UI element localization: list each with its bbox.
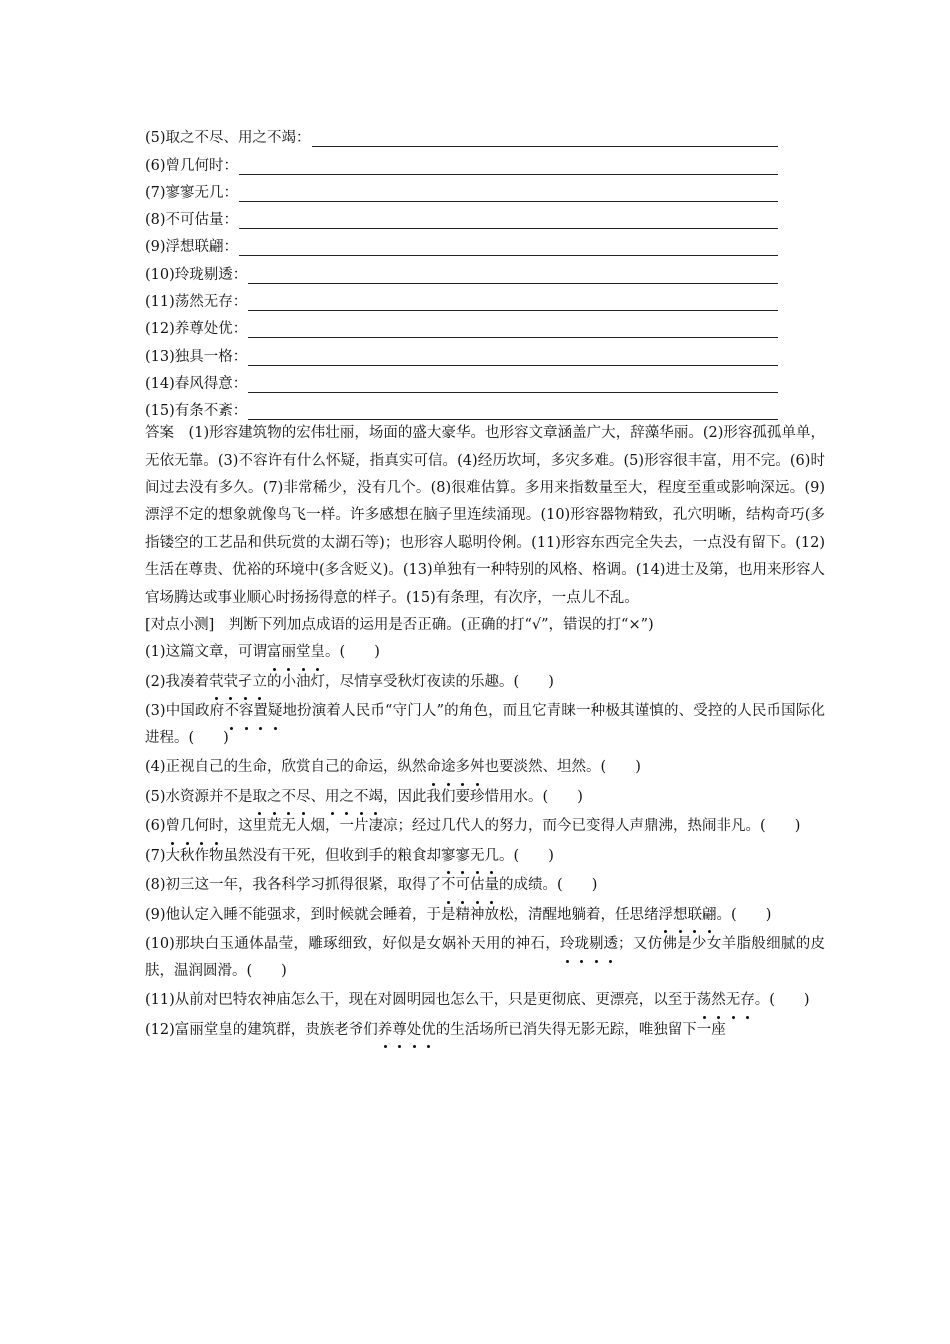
quiz-question bbox=[145, 872, 825, 902]
fill-blank-line[interactable] bbox=[239, 183, 778, 202]
fill-item-label: (11)荡然无存： bbox=[145, 294, 248, 311]
dotted-idiom: 养尊处优 bbox=[378, 1022, 436, 1038]
quiz-question bbox=[145, 669, 825, 699]
fill-blank-line[interactable] bbox=[248, 347, 778, 366]
dotted-idiom: 玲珑剔透 bbox=[560, 936, 618, 952]
fill-blank-line[interactable] bbox=[239, 237, 778, 256]
answer-block bbox=[145, 420, 825, 612]
question-text-before: (6) bbox=[145, 818, 166, 835]
answer-parentheses[interactable]: ( ) bbox=[760, 818, 801, 835]
question-text-before: (8)初三这一年，我各科学习抓得很紧，取得了 bbox=[145, 877, 442, 894]
dotted-idiom: 命途多舛 bbox=[427, 759, 485, 775]
fill-blank-line[interactable] bbox=[248, 401, 778, 420]
fill-item-label: (13)独具一格： bbox=[145, 348, 248, 365]
question-text-before: (3)中国政府 bbox=[145, 703, 225, 720]
answer-parentheses[interactable]: ( ) bbox=[769, 992, 810, 1009]
question-text-after: ；又仿佛是少女羊脂般细腻的皮肤，温润圆滑。 bbox=[145, 936, 826, 979]
dotted-idiom: 荡然无存 bbox=[697, 992, 755, 1008]
question-text-after: 地扮演着人民币“守门人”的角色，而且它青睐一种极其谨慎的、受控的人民币国际化进程。 bbox=[145, 703, 825, 746]
quiz-list bbox=[145, 639, 825, 1046]
fill-item-label: (8)不可估量： bbox=[145, 212, 239, 229]
question-text-before: (10)那块白玉通体晶莹，雕琢细致，好似是女娲补天用的神石， bbox=[145, 936, 561, 953]
dotted-idiom: 不容置疑 bbox=[224, 703, 282, 719]
dotted-idiom: 茕茕孑立 bbox=[209, 674, 267, 690]
quiz-question bbox=[145, 698, 825, 754]
fill-blank-line[interactable] bbox=[312, 128, 778, 147]
quiz-question bbox=[145, 813, 825, 843]
answer-parentheses[interactable]: ( ) bbox=[246, 962, 287, 979]
fill-item bbox=[145, 338, 825, 365]
fill-item-label: (10)玲珑剔透： bbox=[145, 266, 248, 283]
question-text-after: 的生活场所已消失得无影无踪，唯独留下一座 bbox=[435, 1021, 726, 1038]
fill-item bbox=[145, 284, 825, 311]
fill-in-list bbox=[145, 120, 825, 420]
fill-blank-line[interactable] bbox=[248, 319, 778, 338]
question-text-after: ，因此我们要珍惜用水。 bbox=[383, 788, 543, 805]
answer-parentheses[interactable]: ( ) bbox=[600, 759, 641, 776]
dotted-idiom: 不可估量 bbox=[441, 877, 499, 893]
fill-item bbox=[145, 393, 825, 420]
fill-item bbox=[145, 202, 825, 229]
question-text-before: (11)从前对巴特农神庙怎么干，现在对圆明园也怎么干，只是更彻底、更漂亮，以至于 bbox=[145, 992, 697, 1009]
quiz-question bbox=[145, 1017, 825, 1047]
page-content bbox=[145, 120, 825, 1046]
question-text-before: (9)他认定入睡不能强求，到时候就会睡着，于是精神放松，清醒地躺着，任思绪 bbox=[145, 906, 659, 923]
fill-item bbox=[145, 229, 825, 256]
dotted-idiom: 寥寥无几 bbox=[441, 848, 499, 864]
dotted-idiom: 曾几何时 bbox=[166, 818, 224, 834]
answer-parentheses[interactable]: ( ) bbox=[557, 877, 598, 894]
quiz-question bbox=[145, 639, 825, 669]
question-text-before: (4)正视自己的生命，欣赏自己的命运，纵然 bbox=[145, 759, 427, 776]
answer-parentheses[interactable]: ( ) bbox=[513, 673, 554, 690]
question-text-before: (5)水资源并不是 bbox=[145, 788, 253, 805]
question-text-after: 的成绩。 bbox=[499, 877, 558, 894]
answer-parentheses[interactable]: ( ) bbox=[513, 847, 554, 864]
dotted-idiom: 富丽堂皇 bbox=[267, 644, 325, 660]
fill-blank-line[interactable] bbox=[239, 210, 778, 229]
question-text-after: 也要淡然、坦然。 bbox=[484, 759, 601, 776]
fill-item bbox=[145, 147, 825, 174]
fill-item bbox=[145, 175, 825, 202]
quiz-question bbox=[145, 784, 825, 814]
question-text-before: (7)大秋作物虽然没有干死，但收到手的粮食却 bbox=[145, 847, 442, 864]
dotted-idiom: 取之不尽、用之不竭 bbox=[253, 789, 384, 805]
question-text-before: (2)我凑着 bbox=[145, 673, 210, 690]
question-text-after: 的小油灯，尽情享受秋灯夜读的乐趣。 bbox=[267, 673, 514, 690]
question-text-before: (12)富丽堂皇的建筑群，贵族老爷们 bbox=[145, 1021, 378, 1038]
fill-item-label: (9)浮想联翩： bbox=[145, 239, 239, 256]
answer-parentheses[interactable]: ( ) bbox=[731, 906, 772, 923]
fill-item-label: (14)春风得意： bbox=[145, 375, 248, 392]
fill-item-label: (15)有条不紊： bbox=[145, 403, 248, 420]
answer-parentheses[interactable]: ( ) bbox=[188, 729, 229, 746]
quiz-question bbox=[145, 902, 825, 932]
fill-item bbox=[145, 256, 825, 283]
question-text-after: 。 bbox=[716, 906, 732, 923]
fill-blank-line[interactable] bbox=[239, 156, 778, 175]
answer-text: 答案 (1)形容建筑物的宏伟壮丽，场面的盛大豪华。也形容文章涵盖广大，辞藻华丽。(2)形容孤孤单单，无依无靠。(3)不容许有什么怀疑，指真实可信。(4)经历坎坷，多灾多难。(5)形容很丰富，用不完。(6)时间过去没有多久。(7)非常稀少，没有几个。(8)很难估算。多用来指数量至大，程度至重或影响深远。(9)漂浮不定的想象就像鸟飞一样。许多感想在脑子里连续涌现。(10)形容器物精致，孔穴明晰，结构奇巧(多指镂空的工艺品和供玩赏的太湖石等)；也形容人聪明伶俐。(11)形容东西完全失去，一点没有留下。(12)生活在尊贵、优裕的环境中(多含贬义)。(13)单独有一种特别的风格、格调。(14)进士及第，也用来形容人官场腾达或事业顺心时扬扬得意的样子。(15)有条理，有次序，一点儿不乱。 bbox=[145, 425, 825, 606]
dotted-idiom: 浮想联翩 bbox=[659, 907, 717, 923]
answer-parentheses[interactable]: ( ) bbox=[339, 644, 380, 661]
question-text-after: 。 bbox=[325, 644, 340, 661]
quiz-heading: [对点小测] 判断下列加点成语的运用是否正确。(正确的打“√”，错误的打“×”) bbox=[145, 617, 654, 634]
fill-item-label: (7)寥寥无几： bbox=[145, 184, 239, 201]
fill-blank-line[interactable] bbox=[248, 292, 778, 311]
quiz-question bbox=[145, 843, 825, 873]
answer-parentheses[interactable]: ( ) bbox=[542, 788, 583, 805]
fill-item-label: (6)曾几何时： bbox=[145, 157, 239, 174]
fill-item-label: (5)取之不尽、用之不竭： bbox=[145, 130, 311, 147]
fill-item bbox=[145, 366, 825, 393]
question-text-after: ，这里荒无人烟，一片凄凉；经过几代人的努力，而今已变得人声鼎沸，热闹非凡。 bbox=[223, 818, 761, 835]
question-text-after: 。 bbox=[754, 992, 770, 1009]
fill-item-label: (12)养尊处优： bbox=[145, 321, 248, 338]
fill-blank-line[interactable] bbox=[248, 265, 778, 284]
quiz-question bbox=[145, 754, 825, 784]
quiz-question bbox=[145, 987, 825, 1017]
quiz-question bbox=[145, 931, 825, 987]
fill-item bbox=[145, 120, 825, 147]
question-text-before: (1)这篇文章，可谓 bbox=[145, 644, 268, 661]
fill-item bbox=[145, 311, 825, 338]
question-text-after: 。 bbox=[499, 847, 514, 864]
fill-blank-line[interactable] bbox=[248, 374, 778, 393]
